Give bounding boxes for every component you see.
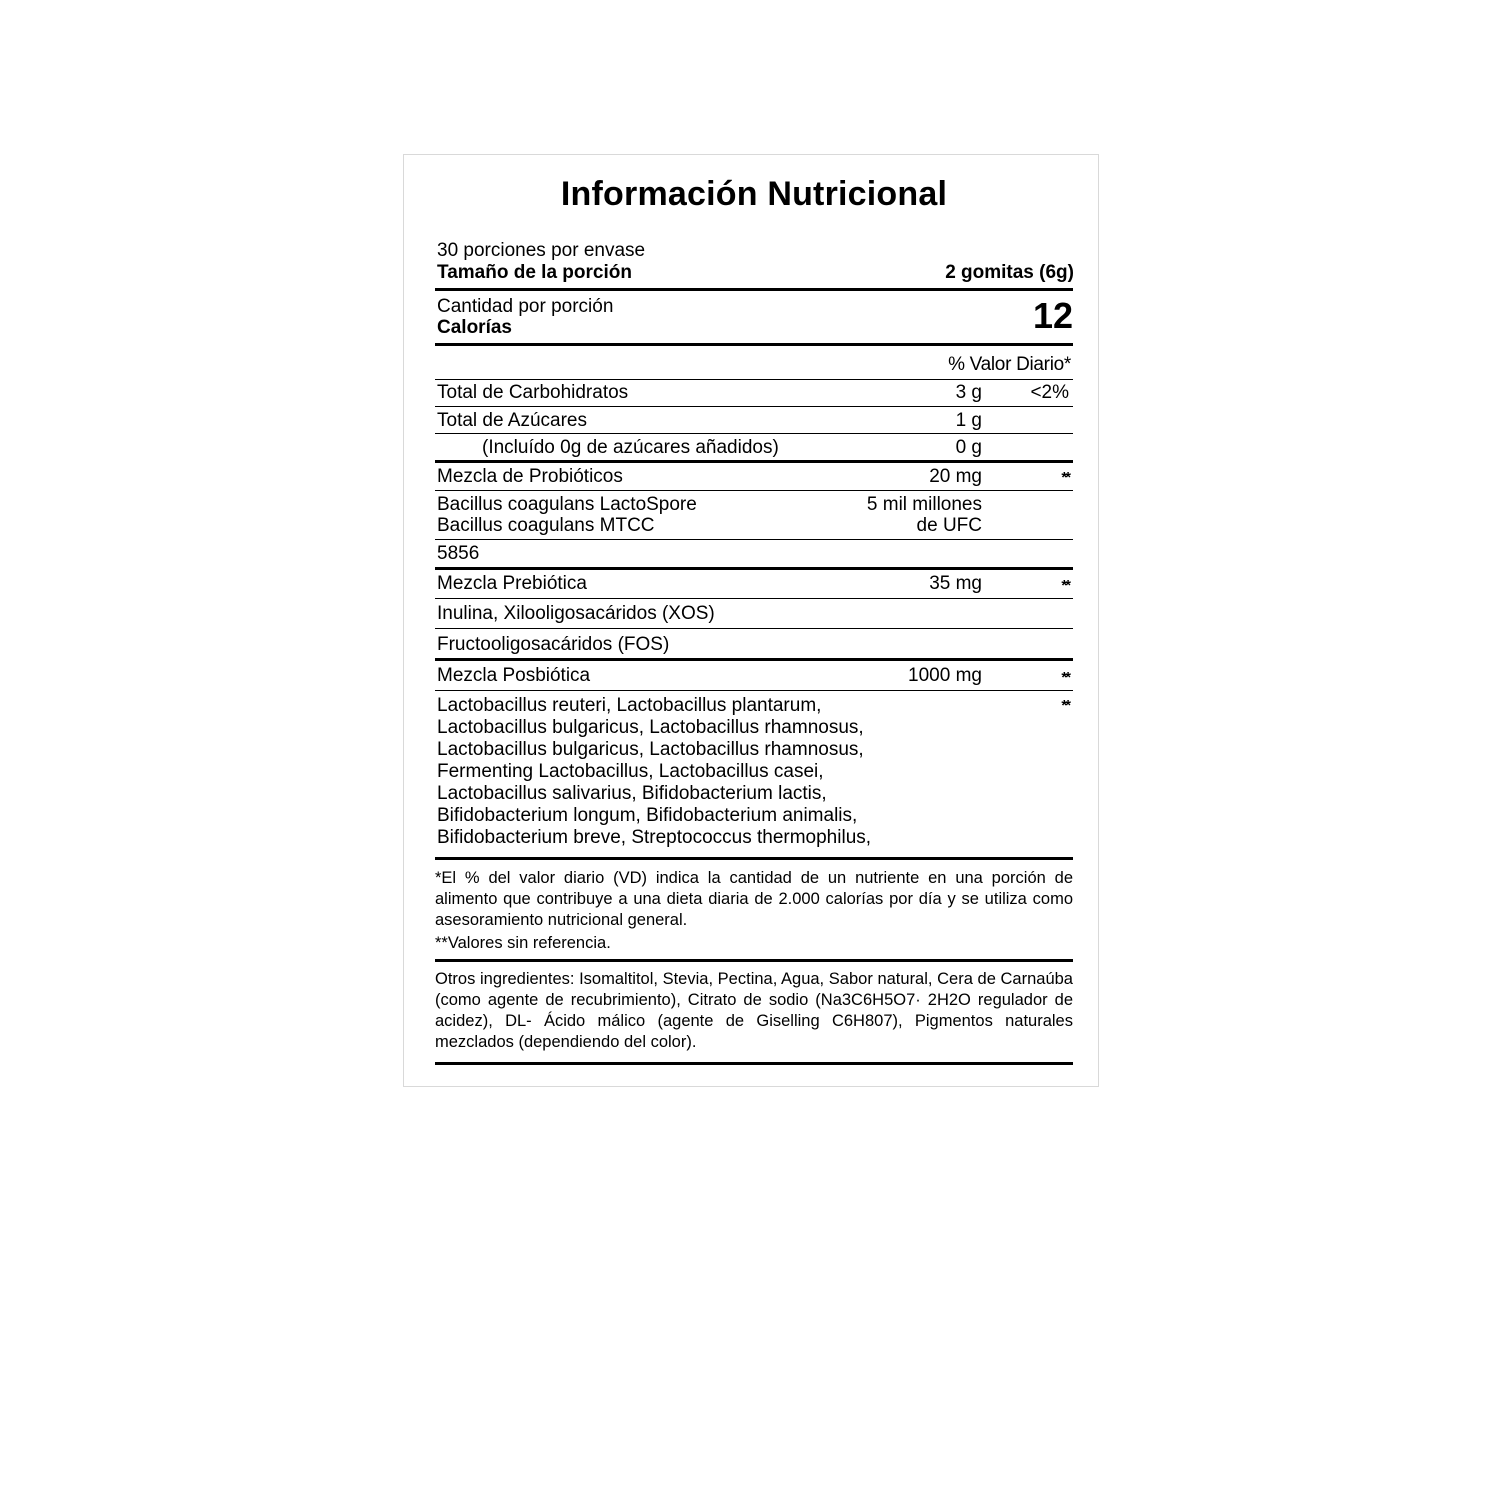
bacillus-line-2: Bacillus coagulans MTCC xyxy=(437,515,655,536)
strain-line: Lactobacillus salivarius, Bifidobacterium lactis, xyxy=(437,783,827,804)
amount-per-serving-label: Cantidad por porción xyxy=(437,296,614,317)
carbs-name: Total de Carbohidratos xyxy=(437,382,629,403)
divider xyxy=(435,539,1073,540)
other-ingredients: Otros ingredientes: Isomaltitol, Stevia, Pectina, Agua, Sabor natural, Cera de Carnaúba (como agente de recubrimiento), Citrato de sodio (Na3C6H5O7· 2H2O regulador de acidez), DL- Ácido málico (agente de Giselling C6H807), Pigmentos naturales mezclados (dependiendo del color). xyxy=(435,970,1073,1051)
serving-size-value: 2 gomitas (6g) xyxy=(945,262,1074,283)
serving-size-label: Tamaño de la porción xyxy=(437,262,632,283)
divider xyxy=(435,490,1073,491)
postbiotics-dv: ** xyxy=(1061,669,1069,686)
divider-thick xyxy=(435,343,1073,346)
bacillus-line-3: 5856 xyxy=(437,543,480,564)
daily-value-header: % Valor Diario* xyxy=(948,354,1071,375)
added-sugars-name: (Incluído 0g de azúcares añadidos) xyxy=(482,437,779,458)
divider-thick xyxy=(435,857,1073,860)
divider xyxy=(435,379,1073,380)
divider-thick xyxy=(435,567,1073,570)
strain-line: Lactobacillus bulgaricus, Lactobacillus rhamnosus, xyxy=(437,717,864,738)
carbs-amount: 3 g xyxy=(955,382,982,403)
sugars-amount: 1 g xyxy=(955,410,982,431)
probiotics-amount: 20 mg xyxy=(929,466,982,487)
no-reference-footnote: **Valores sin referencia. xyxy=(435,934,611,952)
strain-line: Lactobacillus reuteri, Lactobacillus plantarum, xyxy=(437,695,822,716)
divider xyxy=(435,690,1073,691)
bacillus-amount-2: de UFC xyxy=(916,515,982,536)
divider-thick xyxy=(435,1062,1073,1065)
nutrition-facts-label xyxy=(403,154,1099,1087)
divider-thick xyxy=(435,288,1073,291)
calories-label: Calorías xyxy=(437,317,512,338)
strain-line: Bifidobacterium breve, Streptococcus thermophilus, xyxy=(437,827,872,848)
postbiotics-name: Mezcla Posbiótica xyxy=(437,665,591,686)
prebiotics-name: Mezcla Prebiótica xyxy=(437,573,587,594)
bacillus-line-1: Bacillus coagulans LactoSpore xyxy=(437,494,697,515)
strains-dv: ** xyxy=(1061,697,1069,714)
added-sugars-amount: 0 g xyxy=(955,437,982,458)
prebiotics-amount: 35 mg xyxy=(929,573,982,594)
sugars-name: Total de Azúcares xyxy=(437,410,587,431)
divider xyxy=(435,406,1073,407)
strain-line: Bifidobacterium longum, Bifidobacterium animalis, xyxy=(437,805,858,826)
probiotics-name: Mezcla de Probióticos xyxy=(437,466,623,487)
divider-thick xyxy=(435,959,1073,962)
divider-thick xyxy=(435,460,1073,463)
divider xyxy=(435,598,1073,599)
strain-line: Fermenting Lactobacillus, Lactobacillus casei, xyxy=(437,761,824,782)
servings-per-container: 30 porciones por envase xyxy=(437,240,646,261)
prebiotics-dv: ** xyxy=(1061,577,1069,594)
strains-list xyxy=(437,695,871,849)
divider xyxy=(435,433,1073,434)
bacillus-amount-1: 5 mil millones xyxy=(866,494,982,515)
calories-value: 12 xyxy=(1032,295,1073,336)
probiotics-dv: ** xyxy=(1061,469,1069,486)
inulin-name: Inulina, Xilooligosacáridos (XOS) xyxy=(437,603,715,624)
postbiotics-amount: 1000 mg xyxy=(908,665,982,686)
label-title: Información Nutricional xyxy=(560,175,948,213)
divider xyxy=(435,628,1073,629)
strain-line: Lactobacillus bulgaricus, Lactobacillus rhamnosus, xyxy=(437,739,864,760)
fos-name: Fructooligosacáridos (FOS) xyxy=(437,634,670,655)
carbs-dv: <2% xyxy=(1030,382,1069,403)
daily-value-footnote: *El % del valor diario (VD) indica la cantidad de un nutriente en una porción de alimento que contribuye a una dieta diaria de 2.000 calorías por día y se utiliza como asesoramiento nutricional general. xyxy=(435,869,1073,929)
divider-thick xyxy=(435,658,1073,661)
